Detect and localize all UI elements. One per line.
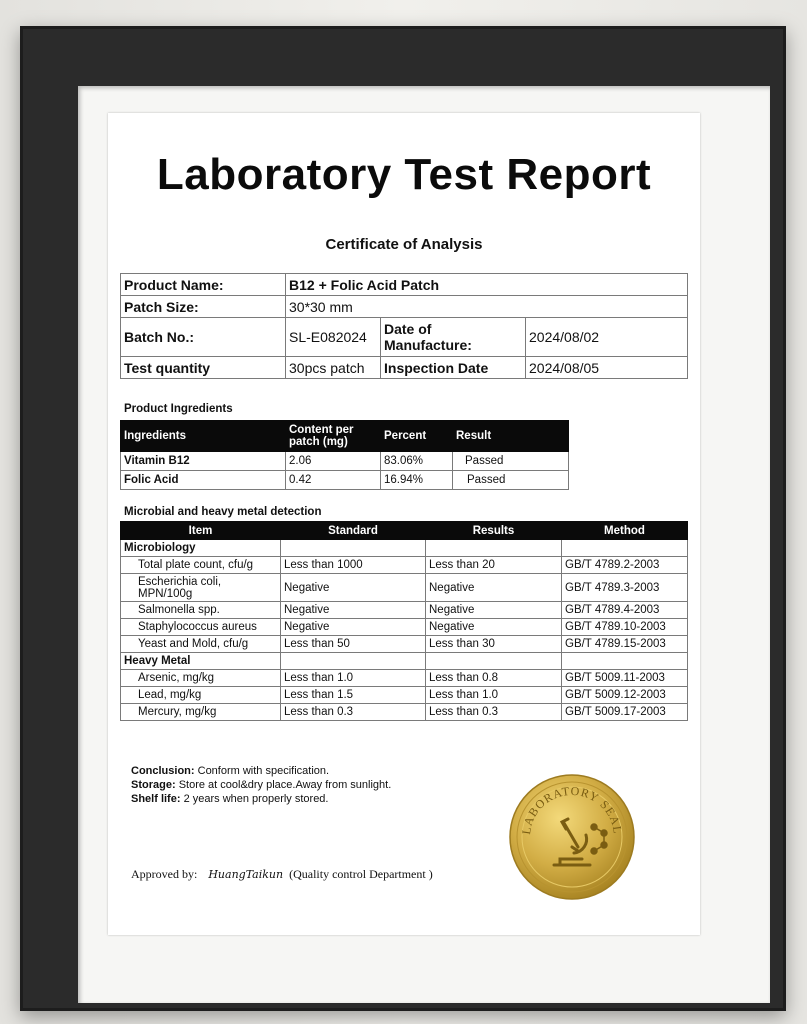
table-cell: Negative <box>426 619 562 636</box>
patch-size-label: Patch Size: <box>121 296 286 318</box>
table-row <box>121 687 688 704</box>
table-row <box>121 636 688 653</box>
patch-size-value: 30*30 mm <box>286 296 688 318</box>
table-row <box>121 574 688 602</box>
shelf-life-line <box>131 792 391 806</box>
group-label: Microbiology <box>121 540 281 557</box>
table-row <box>121 357 688 379</box>
notes-block <box>131 764 391 806</box>
batch-label: Batch No.: <box>121 318 286 357</box>
product-name-label: Product Name: <box>121 274 286 296</box>
batch-value: SL-E082024 <box>286 318 381 357</box>
conclusion-text: Conform with specification. <box>197 765 330 777</box>
table-cell: Negative <box>281 619 426 636</box>
storage-line <box>131 778 391 792</box>
table-header-row <box>121 421 569 452</box>
table-cell: GB/T 5009.17-2003 <box>562 704 688 721</box>
table-cell: GB/T 5009.12-2003 <box>562 687 688 704</box>
storage-text: Store at cool&dry place.Away from sunlight. <box>178 779 392 791</box>
inspection-date-label: Inspection Date <box>381 357 526 379</box>
test-quantity-value: 30pcs patch <box>286 357 381 379</box>
report-subtitle: Certificate of Analysis <box>325 236 483 253</box>
table-cell: GB/T 4789.3-2003 <box>562 574 688 602</box>
table-row <box>121 704 688 721</box>
ingredients-table <box>120 420 569 490</box>
approved-by-label: Approved by: <box>131 867 198 881</box>
table-cell: Passed <box>453 452 569 471</box>
column-header: Result <box>453 421 569 452</box>
signature: HuangTaikun <box>208 868 284 881</box>
mfg-date-value: 2024/08/02 <box>526 318 688 357</box>
table-cell: GB/T 4789.15-2003 <box>562 636 688 653</box>
column-header: Content per patch (mg) <box>286 421 381 452</box>
table-row <box>121 653 688 670</box>
table-row <box>121 602 688 619</box>
table-cell: Escherichia coli, MPN/100g <box>121 574 281 602</box>
micro-heading: Microbial and heavy metal detection <box>124 506 322 518</box>
table-cell: Less than 20 <box>426 557 562 574</box>
microbial-table <box>120 521 688 721</box>
table-cell: Less than 1.0 <box>426 687 562 704</box>
table-row <box>121 296 688 318</box>
column-header: Standard <box>281 522 426 540</box>
table-cell: 0.42 <box>286 471 381 490</box>
table-cell: Less than 0.8 <box>426 670 562 687</box>
table-cell: Negative <box>426 602 562 619</box>
column-header: Results <box>426 522 562 540</box>
table-cell: Negative <box>281 602 426 619</box>
mfg-date-label: Date of Manufacture: <box>381 318 526 357</box>
table-cell: Staphylococcus aureus <box>121 619 281 636</box>
table-cell: Less than 50 <box>281 636 426 653</box>
group-label: Heavy Metal <box>121 653 281 670</box>
table-cell: Salmonella spp. <box>121 602 281 619</box>
table-row <box>121 471 569 490</box>
shelf-life-label: Shelf life: <box>131 793 181 805</box>
test-quantity-label: Test quantity <box>121 357 286 379</box>
column-header: Percent <box>381 421 453 452</box>
table-cell: Negative <box>281 574 426 602</box>
table-cell: 16.94% <box>381 471 453 490</box>
table-row <box>121 274 688 296</box>
table-row <box>121 670 688 687</box>
table-header-row <box>121 522 688 540</box>
table-row <box>121 540 688 557</box>
conclusion-line <box>131 764 391 778</box>
report-document <box>108 113 700 935</box>
table-cell: Passed <box>453 471 569 490</box>
table-cell: Folic Acid <box>121 471 286 490</box>
table-cell: GB/T 5009.11-2003 <box>562 670 688 687</box>
table-row <box>121 318 688 357</box>
svg-text:LABORATORY SEAL: LABORATORY SEAL <box>518 783 626 836</box>
report-title: Laboratory Test Report <box>156 150 652 199</box>
column-header: Method <box>562 522 688 540</box>
product-name-value: B12 + Folic Acid Patch <box>286 274 688 296</box>
column-header: Item <box>121 522 281 540</box>
table-cell: Less than 1000 <box>281 557 426 574</box>
conclusion-label: Conclusion: <box>131 765 195 777</box>
inspection-date-value: 2024/08/05 <box>526 357 688 379</box>
product-info-table <box>120 273 688 379</box>
ingredients-heading: Product Ingredients <box>124 403 233 415</box>
table-cell: Mercury, mg/kg <box>121 704 281 721</box>
table-cell: Arsenic, mg/kg <box>121 670 281 687</box>
table-cell: GB/T 4789.10-2003 <box>562 619 688 636</box>
table-cell: Negative <box>426 574 562 602</box>
storage-label: Storage: <box>131 779 176 791</box>
table-cell: Less than 0.3 <box>426 704 562 721</box>
department-text: (Quality control Department ) <box>289 867 433 881</box>
table-cell: Less than 1.5 <box>281 687 426 704</box>
table-cell: GB/T 4789.2-2003 <box>562 557 688 574</box>
laboratory-seal-icon <box>508 773 636 901</box>
table-cell: Lead, mg/kg <box>121 687 281 704</box>
approval-line <box>131 867 433 882</box>
table-cell: GB/T 4789.4-2003 <box>562 602 688 619</box>
table-cell: 2.06 <box>286 452 381 471</box>
shelf-life-text: 2 years when properly stored. <box>183 793 329 805</box>
table-cell: Total plate count, cfu/g <box>121 557 281 574</box>
table-cell: Yeast and Mold, cfu/g <box>121 636 281 653</box>
table-cell: 83.06% <box>381 452 453 471</box>
table-row <box>121 557 688 574</box>
table-row <box>121 619 688 636</box>
column-header: Ingredients <box>121 421 286 452</box>
table-row <box>121 452 569 471</box>
table-cell: Less than 30 <box>426 636 562 653</box>
table-cell: Less than 1.0 <box>281 670 426 687</box>
table-cell: Vitamin B12 <box>121 452 286 471</box>
table-cell: Less than 0.3 <box>281 704 426 721</box>
